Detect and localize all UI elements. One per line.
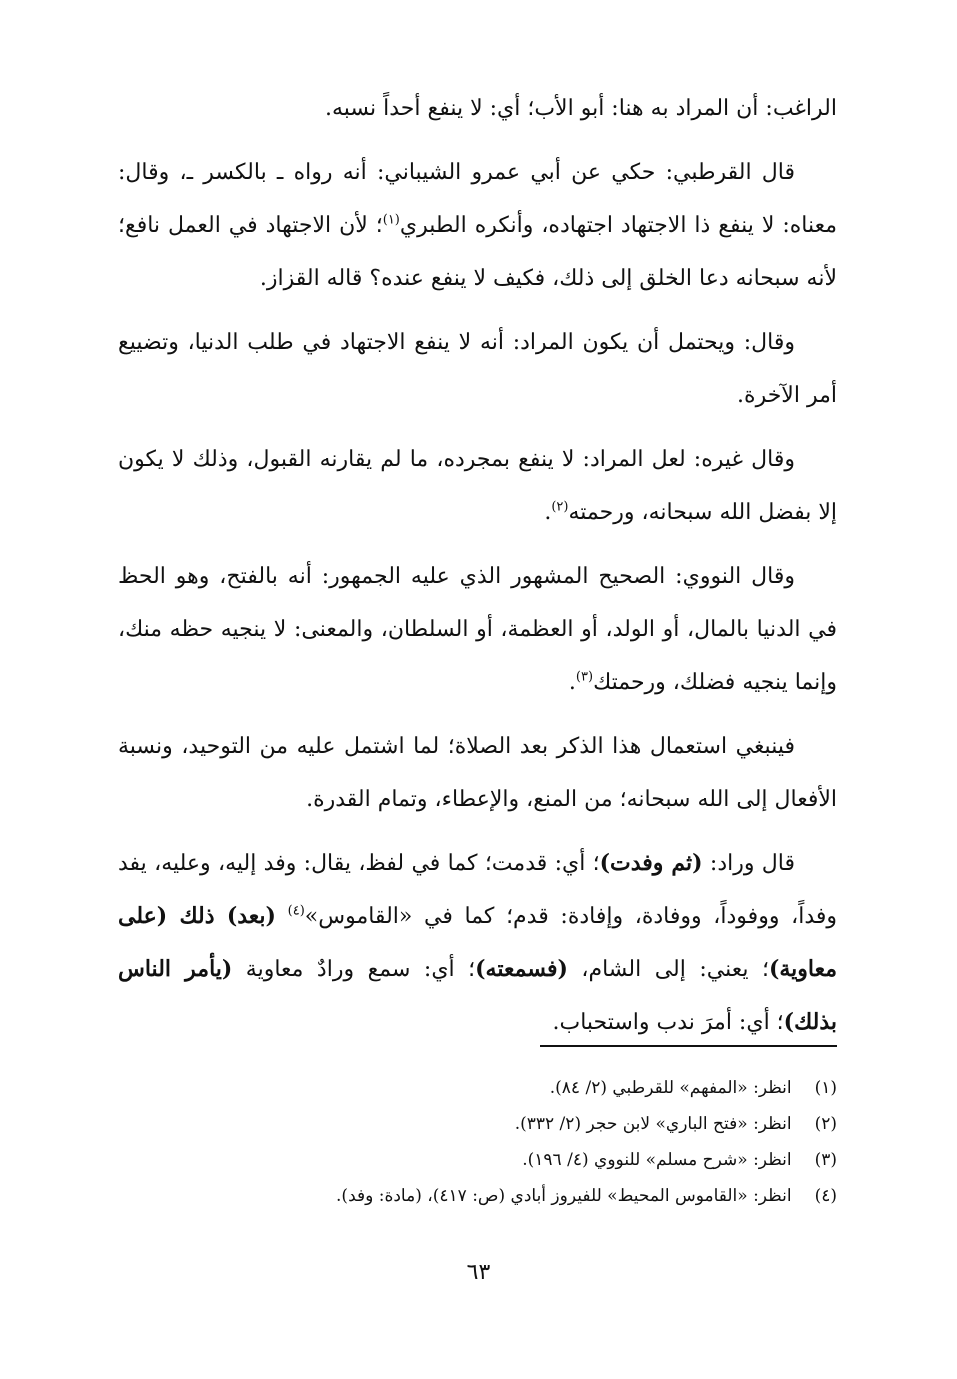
footnotes [118,1070,837,1214]
footnote-text: انظر: «المفهم» للقرطبي (٢/ ٨٤). [549,1078,792,1098]
footnote-number: (٤) [814,1186,837,1206]
footnote-text: انظر: «شرح مسلم» للنووي (٤/ ١٩٦). [522,1150,792,1170]
footnote-number: (٢) [814,1114,837,1134]
paragraph-text: الراغب: أن المراد به هنا: أبو الأب؛ أي: لا ينفع أحداً نسبه. [324,96,837,121]
paragraph-text: وقال: ويحتمل أن يكون المراد: أنه لا ينفع الاجتهاد في طلب الدنيا، وتضييع أمر الآخرة. [118,330,837,408]
quoted-hadith-text: (ثم وفدت) [599,850,703,876]
footnote-number: (١) [814,1078,837,1098]
paragraph-3 [118,316,837,422]
quoted-hadith-text: (يأمر الناس بذلك) [118,956,837,1035]
paragraph-text: ؛ أي: قدمت؛ كما في لفظ، يقال: وفد إليه، وعليه، يفد وفداً، ووفوداً، ووفادة، وإفادة: قدم؛ كما في «القاموس» [118,851,838,929]
footnote-ref-2[interactable]: (٢) [551,499,569,515]
footnote-ref-3[interactable]: (٣) [575,669,594,685]
footnote-1 [118,1070,837,1106]
paragraph-text: . [544,500,552,525]
footnote-number: (٣) [814,1150,837,1170]
footnote-2 [118,1106,837,1142]
quoted-hadith-text: (بعد) ذلك (على معاوية) [118,903,837,982]
paragraph-6 [118,720,837,826]
paragraph-7 [118,837,837,1049]
quoted-hadith-text: (فسمعته) [475,956,568,982]
footnote-ref-4[interactable]: (٤) [287,903,305,919]
paragraph-4 [118,433,837,539]
main-text [118,82,837,1060]
paragraph-text: ؛ لأن الاجتهاد في العمل نافع؛ لأنه سبحانه دعا الخلق إلى ذلك، فكيف لا ينفع عنده؟ قاله القزاز. [118,213,837,291]
page-number: ٦٣ [466,1260,491,1285]
paragraph-text: ؛ يعني: إلى الشام، [567,957,769,982]
paragraph-text: قال القرطبي: حكي عن أبي عمرو الشيباني: أنه رواه ـ بالكسر ـ، وقال: معناه: لا ينفع ذا الاجتهاد اجتهاده، وأنكره الطبري [118,160,837,238]
paragraph-text: وقال النووي: الصحيح المشهور الذي عليه الجمهور: أنه بالفتح، وهو الحظ في الدنيا بالمال، أو الولد، أو العظمة، أو السلطان، والمعنى: لا ينجيه حظه منك، وإنما ينجيه فضلك، ورحمتك [118,564,837,695]
paragraph-text: قال وراد: [702,851,795,876]
footnote-text: انظر: «القاموس المحيط» للفيروز أبادي (ص: ٤١٧)، (مادة: وفد). [336,1186,792,1206]
paragraph-text: ؛ أي: أمرَ ندب واستحباب. [552,1010,784,1035]
paragraph-1 [118,82,837,135]
paragraph-5 [118,550,837,709]
paragraph-text: ؛ أي: سمع ورادٌ معاوية [232,957,476,982]
footnote-4 [118,1178,837,1214]
paragraph-text: وقال غيره: لعل المراد: لا ينفع بمجرده، ما لم يقارنه القبول، وذلك لا يكون إلا بفضل الله سبحانه، ورحمته [118,447,837,525]
footnote-3 [118,1142,837,1178]
footnote-separator [540,1045,837,1047]
paragraph-text: فينبغي استعمال هذا الذكر بعد الصلاة؛ لما اشتمل عليه من التوحيد، ونسبة الأفعال إلى الله سبحانه؛ من المنع، والإعطاء، وتمام القدرة. [118,734,837,812]
paragraph-text [276,904,288,929]
footnote-ref-1[interactable]: (١) [382,212,400,228]
paragraph-2 [118,146,837,305]
footnote-text: انظر: «فتح الباري» لابن حجر (٢/ ٣٣٢). [514,1114,792,1134]
paragraph-text: . [568,670,576,695]
